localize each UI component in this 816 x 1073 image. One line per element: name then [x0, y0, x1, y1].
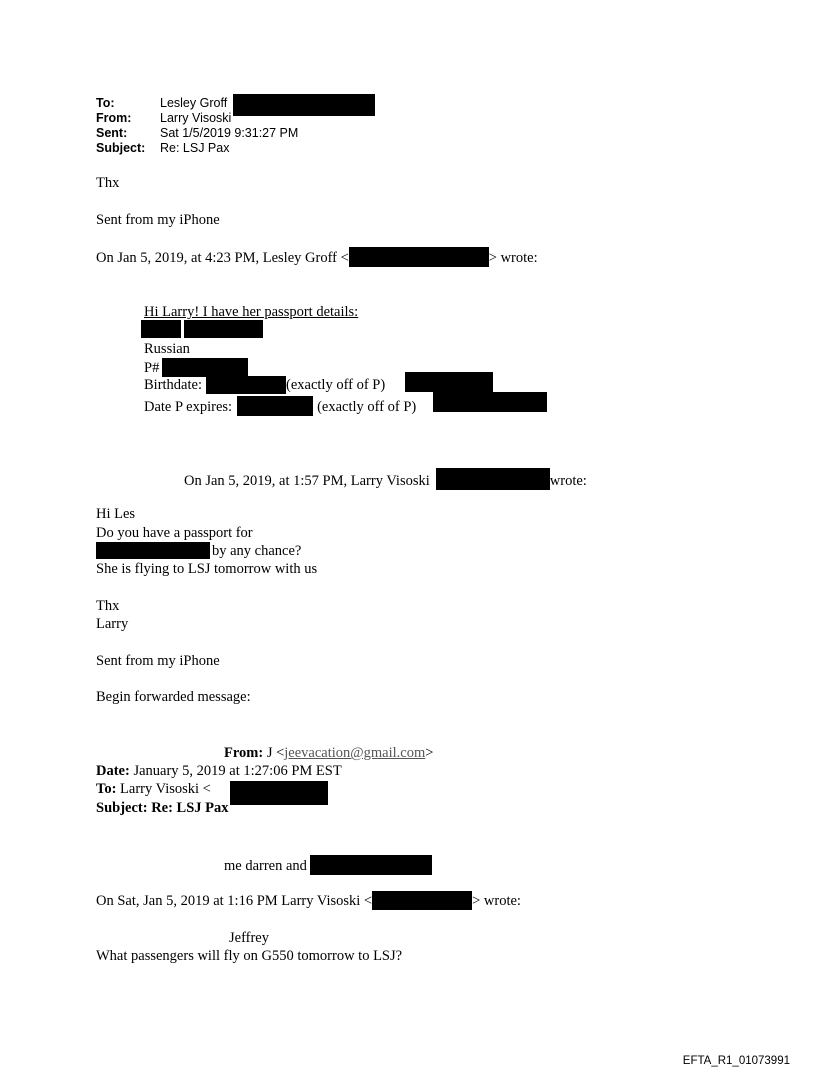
- redaction-fwd-larry-email: [372, 891, 472, 910]
- reply-quote-intro: [96, 247, 538, 267]
- fwd-to-value: Larry Visoski <: [120, 781, 211, 797]
- larry-question-1: Do you have a passport for: [96, 525, 253, 541]
- birthdate-note: (exactly off of P): [286, 377, 386, 393]
- redaction-larry-email: [436, 468, 550, 490]
- larry-intro: [184, 468, 587, 490]
- quote-intro-text: On Jan 5, 2019, at 4:23 PM, Lesley Groff <: [96, 250, 349, 266]
- redaction-lesley-email: [349, 247, 489, 267]
- fwd-from-a: J <: [266, 745, 285, 761]
- from-label: From:: [96, 111, 132, 125]
- larry-flying: She is flying to LSJ tomorrow with us: [96, 561, 318, 577]
- redaction-fwd-to-email: [230, 781, 328, 805]
- to-label: To:: [96, 96, 115, 110]
- fwd-quote-intro: [96, 891, 521, 910]
- fwd-quote-text: On Sat, Jan 5, 2019 at 1:16 PM Larry Visoski <: [96, 893, 373, 909]
- larry-sent-from: Sent from my iPhone: [96, 653, 220, 669]
- expires-label: Date P expires:: [144, 399, 233, 415]
- sent-label: Sent:: [96, 126, 128, 140]
- header-sent-row: [96, 126, 298, 141]
- redaction-birthdate: [206, 376, 286, 394]
- question-2-text: by any chance?: [212, 543, 302, 559]
- reply-sent-from: Sent from my iPhone: [96, 212, 220, 228]
- redaction-name-2: [184, 320, 263, 338]
- sent-value: Sat 1/5/2019 9:31:27 PM: [160, 126, 299, 140]
- subject-label: Subject:: [96, 141, 146, 155]
- larry-name: Larry: [96, 616, 129, 632]
- larry-question-2: [96, 542, 301, 560]
- fwd-subject-row: [96, 799, 229, 817]
- lesley-birthdate: [144, 376, 385, 394]
- redaction-birthdate-extra: [405, 372, 493, 392]
- fwd-from-label: From:: [224, 745, 264, 761]
- to-value: Lesley Groff: [160, 96, 228, 110]
- fwd-body-text: me darren and: [224, 858, 307, 874]
- fwd-date-label: Date:: [96, 763, 130, 779]
- fwd-date-value: January 5, 2019 at 1:27:06 PM EST: [133, 763, 342, 779]
- quote-intro-wrote: > wrote:: [488, 250, 538, 266]
- redaction-passenger-name: [96, 542, 210, 559]
- redaction-name-1: [141, 320, 181, 338]
- redaction-passenger-list: [310, 855, 432, 875]
- fwd-from-row: [224, 744, 433, 762]
- redaction-expiry: [237, 396, 313, 416]
- bates-number: EFTA_R1_01073991: [682, 1055, 790, 1067]
- header-subject-row: [96, 141, 298, 156]
- larry-thx: Thx: [96, 598, 120, 614]
- lesley-greeting: Hi Larry! I have her passport details:: [144, 304, 359, 320]
- fwd-subject-value: Re: LSJ Pax: [151, 800, 229, 816]
- redaction-expiry-extra: [433, 392, 547, 412]
- passport-label: P#: [144, 360, 160, 376]
- fwd-subject-label: Subject:: [96, 800, 148, 816]
- fwd-date-row: [96, 762, 342, 780]
- reply-thx: Thx: [96, 175, 120, 191]
- fwd-from-email-link[interactable]: jeevacation@gmail.com: [284, 745, 426, 761]
- larry-intro-text: On Jan 5, 2019, at 1:57 PM, Larry Visoski: [184, 473, 430, 489]
- larry-intro-wrote: wrote:: [549, 473, 587, 489]
- lesley-expires: [144, 396, 416, 416]
- redaction-to-email: [233, 94, 375, 116]
- fwd-body: [224, 855, 432, 875]
- begin-forwarded: Begin forwarded message:: [96, 689, 251, 705]
- lesley-nationality: Russian: [144, 341, 190, 357]
- redaction-passport-number: [162, 358, 248, 377]
- from-value: Larry Visoski: [160, 111, 232, 125]
- fwd-question: What passengers will fly on G550 tomorrow to LSJ?: [96, 948, 403, 964]
- expires-note: (exactly off of P): [317, 399, 417, 415]
- larry-hi: Hi Les: [96, 506, 136, 522]
- subject-value: Re: LSJ Pax: [160, 141, 230, 155]
- fwd-quote-wrote: > wrote:: [472, 893, 521, 909]
- fwd-to-label: To:: [96, 781, 117, 797]
- lesley-passport: [144, 358, 248, 377]
- fwd-to-row: [96, 780, 211, 798]
- fwd-salutation: Jeffrey: [229, 930, 269, 946]
- fwd-from-b: >: [425, 745, 434, 761]
- birthdate-label: Birthdate:: [144, 377, 202, 393]
